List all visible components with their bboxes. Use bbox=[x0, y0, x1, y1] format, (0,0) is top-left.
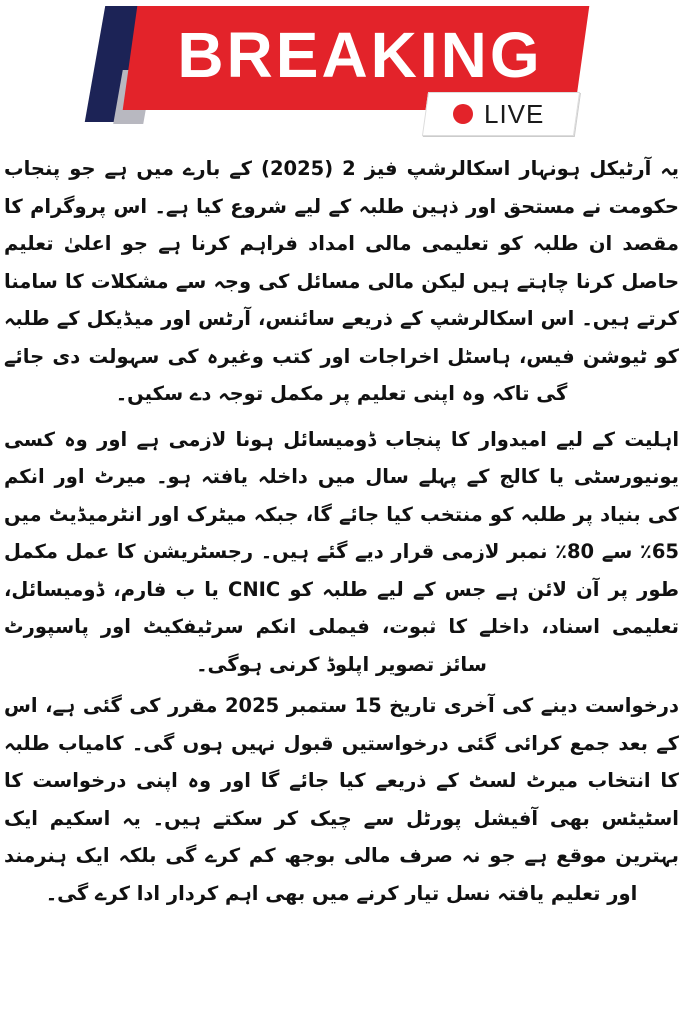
article-paragraph-eligibility: اہلیت کے لیے امیدوار کا پنجاب ڈومیسائل ہونا لازمی ہے اور وہ کسی یونیورسٹی یا کالج کے پہلے سال میں داخلہ یافتہ ہو۔ میرٹ اور انکم کی بنیاد پر طلبہ کو منتخب کیا جائے گا، جبکہ میٹرک اور انٹرمیڈیٹ میں 65٪ سے 80٪ نمبر لازمی قرار دیے گئے ہیں۔ رجسٹریشن کا عمل مکمل طور پر آن لائن ہے جس کے لیے طلبہ کو CNIC یا ب فارم، ڈومیسائل، تعلیمی اسناد، داخلے کا ثبوت، فیملی انکم سرٹیفکیٹ اور پاسپورٹ سائز تصویر اپلوڈ کرنی ہوگی۔ bbox=[4, 427, 679, 676]
article-paragraph-intro: یہ آرٹیکل ہونہار اسکالرشپ فیز 2 (2025) کے بارے میں ہے جو پنجاب حکومت نے مستحق اور ذہین طلبہ کے لیے شروع کیا ہے۔ اس پروگرام کا مقصد ان طلبہ کو تعلیمی مالی امداد فراہم کرنا ہے جو اعلیٰ تعلیم حاصل کرنا چاہتے ہیں لیکن مالی مسائل کی وجہ سے مشکلات کا سامنا کرتے ہیں۔ اس اسکالرشپ کے ذریعے سائنس، آرٹس اور میڈیکل کے طلبہ کو ٹیوشن فیس، ہاسٹل اخراجات اور کتب وغیرہ کی سہولت دی جائے گی تاکہ وہ اپنی تعلیم پر مکمل توجہ دے سکیں۔ bbox=[4, 157, 680, 405]
live-dot-icon bbox=[453, 104, 473, 124]
article-paragraph-deadline: درخواست دینے کی آخری تاریخ 15 ستمبر 2025 مقرر کی گئی ہے، اس کے بعد جمع کرائی گئی درخواستیں قبول نہیں ہوں گی۔ کامیاب طلبہ کا انتخاب میرٹ لسٹ کے ذریعے کیا جائے گا اور وہ اپنی درخواست کا اسٹیٹس بھی آفیشل پورٹل سے چیک کر سکتے ہیں۔ یہ اسکیم ایک بہترین موقع ہے جو نہ صرف مالی بوجھ کم کرے گی بلکہ ایک ہنرمند اور تعلیم یافتہ نسل تیار کرنے میں بھی اہم کردار ادا کرے گی۔ bbox=[4, 694, 679, 905]
breaking-news-banner bbox=[0, 0, 683, 140]
live-label: LIVE bbox=[484, 99, 545, 129]
breaking-headline: BREAKING bbox=[177, 19, 543, 91]
article-body bbox=[4, 150, 679, 912]
